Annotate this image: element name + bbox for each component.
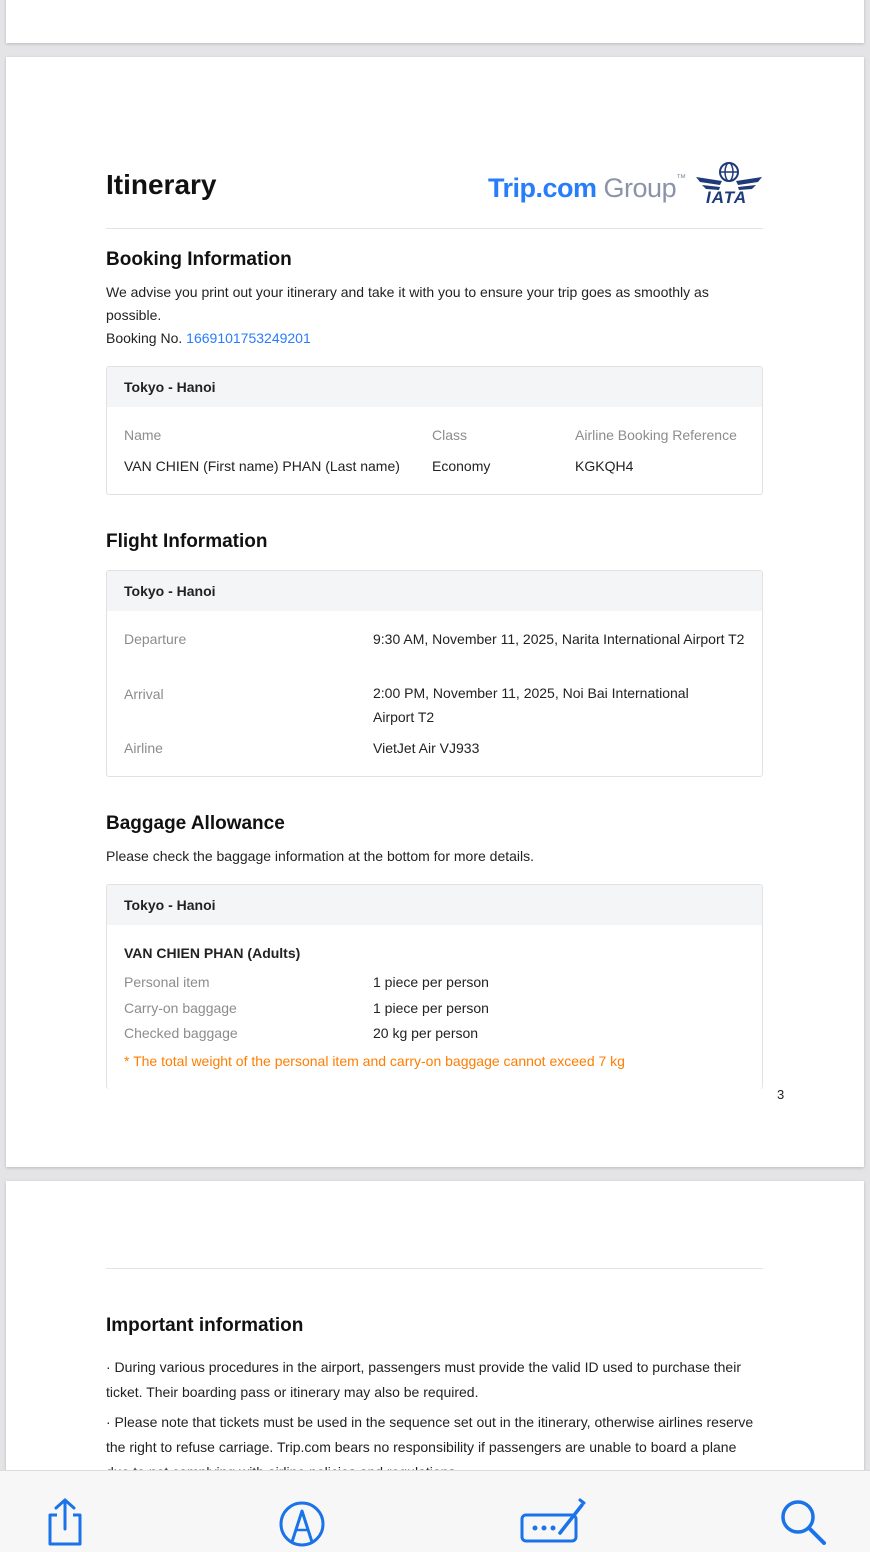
booking-reference: KGKQH4 <box>575 458 634 474</box>
flight-card <box>106 570 763 777</box>
name-column-header: Name <box>124 427 162 443</box>
airline-label: Airline <box>124 740 163 756</box>
header-divider <box>106 228 763 229</box>
airline-value: VietJet Air VJ933 <box>373 740 480 756</box>
personal-item-label: Personal item <box>124 974 210 990</box>
checked-baggage-value: 20 kg per person <box>373 1025 479 1041</box>
arrival-label: Arrival <box>124 686 164 702</box>
baggage-subtitle: Please check the baggage information at the bottom for more details. <box>106 848 535 864</box>
cabin-class: Economy <box>432 458 491 474</box>
important-item-2: · Please note that tickets must be used in the sequence set out in the itinerary, otherwise airlines reserve the right to refuse carriage. Trip.com bears no responsibility if passengers are unable to board a plane <box>106 1414 754 1455</box>
booking-card <box>106 366 763 495</box>
itinerary-page <box>6 57 864 1167</box>
previous-page <box>6 0 864 43</box>
signature-icon[interactable] <box>520 1497 586 1547</box>
baggage-weight-note: * The total weight of the personal item and carry-on baggage cannot exceed 7 kg <box>124 1053 625 1069</box>
reference-column-header: Airline Booking Reference <box>575 427 737 443</box>
baggage-heading: Baggage Allowance <box>106 813 285 834</box>
flight-card-route: Tokyo - Hanoi <box>107 571 762 611</box>
tripcom-logo: Trip.com Group™ <box>488 173 686 203</box>
personal-item-value: 1 piece per person <box>373 974 489 990</box>
baggage-card-route: Tokyo - Hanoi <box>107 885 762 925</box>
booking-advice: We advise you print out your itinerary and take it with you to ensure your trip goes as smoothly as possible. Booking No. 1669101753249201 <box>106 284 709 346</box>
baggage-passenger: VAN CHIEN PHAN (Adults) <box>124 945 301 961</box>
baggage-card <box>106 884 763 1089</box>
iata-text: IATA <box>706 188 748 207</box>
passenger-name: VAN CHIEN (First name) PHAN (Last name) <box>124 458 400 474</box>
page-title: Itinerary <box>106 169 217 200</box>
departure-value: 9:30 AM, November 11, 2025, Narita International Airport T2 <box>373 631 745 647</box>
departure-label: Departure <box>124 631 187 647</box>
booking-card-route: Tokyo - Hanoi <box>107 367 762 407</box>
class-column-header: Class <box>432 427 468 443</box>
next-page-divider <box>106 1268 763 1269</box>
checked-baggage-label: Checked baggage <box>124 1025 238 1041</box>
booking-number-link[interactable]: 1669101753249201 <box>186 330 311 346</box>
share-icon[interactable] <box>40 1497 90 1547</box>
next-page <box>6 1181 864 1481</box>
page-number: 3 <box>777 1087 785 1102</box>
markup-icon[interactable] <box>277 1497 327 1547</box>
arrival-value: 2:00 PM, November 11, 2025, Noi Bai International Airport T2 <box>373 685 689 725</box>
important-heading: Important information <box>106 1315 304 1336</box>
booking-heading: Booking Information <box>106 249 292 270</box>
flight-heading: Flight Information <box>106 531 268 552</box>
bottom-toolbar <box>0 1470 870 1552</box>
carry-on-label: Carry-on baggage <box>124 1000 237 1016</box>
important-item-1: · During various procedures in the airport, passengers must provide the valid ID used to purchase their ticket. Their boarding pass or itinerary may also be required. <box>106 1359 741 1400</box>
search-icon[interactable] <box>778 1497 828 1547</box>
carry-on-value: 1 piece per person <box>373 1000 489 1016</box>
